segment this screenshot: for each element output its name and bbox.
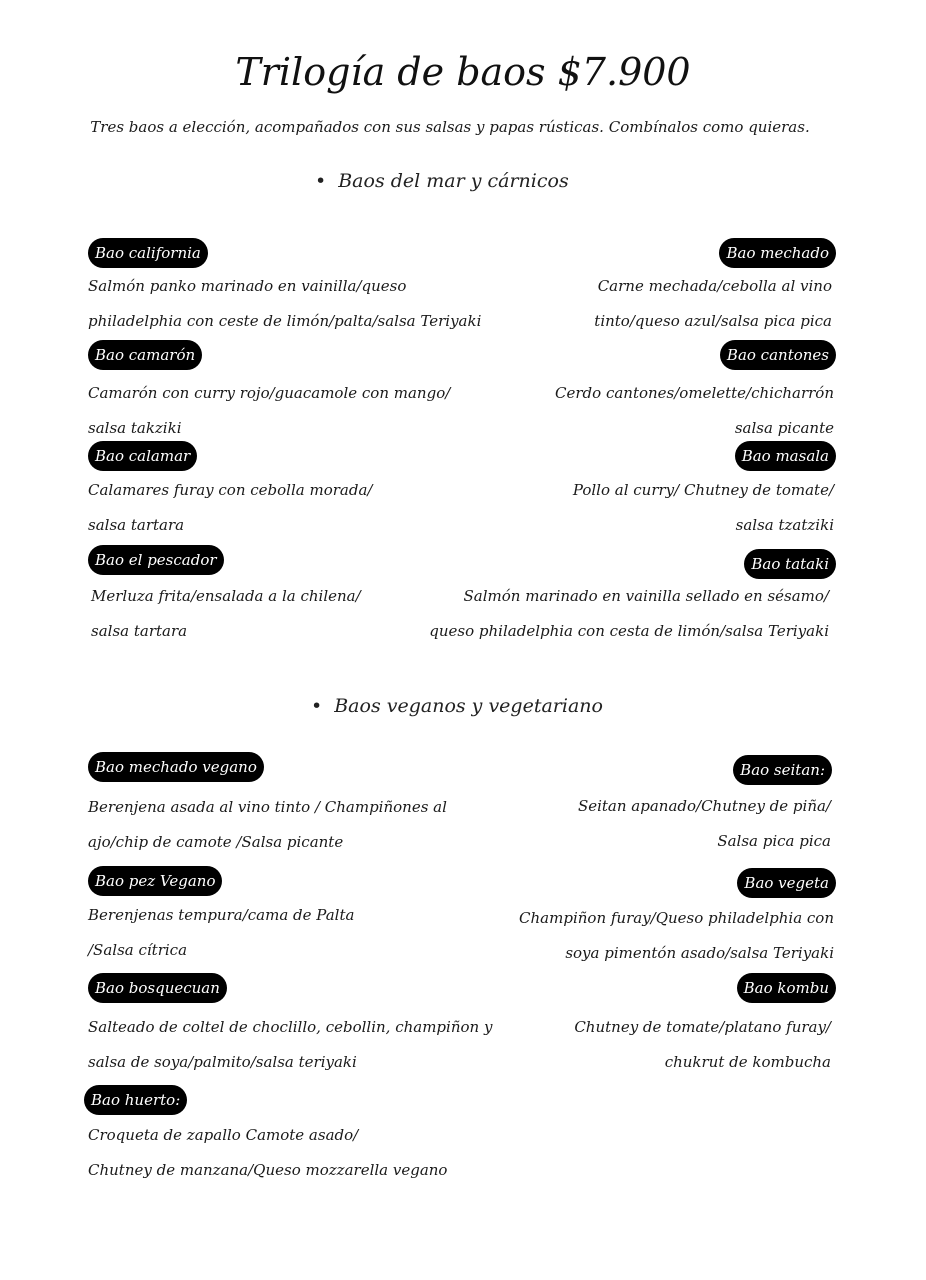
desc-line: Champiñon furay/Queso philadelphia con — [519, 909, 834, 927]
desc-line: /Salsa cítrica — [88, 941, 188, 959]
desc-line: Chutney de manzana/Queso mozzarella vegano — [88, 1161, 448, 1179]
desc-line: Pollo al curry/ Chutney de tomate/ — [572, 481, 834, 499]
item-desc-bao-tataki — [429, 579, 829, 649]
desc-line: Berenjena asada al vino tinto / Champiñones al — [88, 798, 447, 816]
item-name-bao-vegeta: Bao vegeta — [737, 868, 836, 898]
section-title: Baos veganos y vegetariano — [334, 695, 603, 717]
item-name-bao-bosquecuan: Bao bosquecuan — [88, 973, 227, 1003]
section-bullet: • — [311, 695, 323, 717]
item-desc-bao-cantones — [555, 376, 834, 446]
desc-line: Salmón panko marinado en vainilla/queso — [88, 277, 407, 295]
desc-line: salsa tartara — [88, 516, 185, 534]
item-name-bao-seitan: Bao seitan: — [733, 755, 832, 785]
item-name-bao-california: Bao california — [88, 238, 208, 268]
desc-line: queso philadelphia con cesta de limón/salsa Teriyaki — [429, 622, 829, 640]
item-name-bao-tataki: Bao tataki — [744, 549, 836, 579]
desc-line: Camarón con curry rojo/guacamole con mango/ — [88, 384, 451, 402]
item-name-bao-huerto: Bao huerto: — [84, 1085, 187, 1115]
item-name-bao-kombu: Bao kombu — [737, 973, 836, 1003]
desc-line: salsa picante — [734, 419, 834, 437]
item-desc-bao-masala — [573, 473, 834, 543]
section-heading-mar-carnicos — [315, 170, 569, 192]
desc-line: tinto/queso azul/salsa pica pica — [594, 312, 832, 330]
desc-line: Merluza frita/ensalada a la chilena/ — [91, 587, 361, 605]
desc-line: salsa tartara — [91, 622, 188, 640]
menu-title: Trilogía de baos $7.900 — [235, 50, 691, 94]
desc-line: salsa tzatziki — [735, 516, 834, 534]
item-name-bao-masala: Bao masala — [735, 441, 836, 471]
item-desc-bao-kombu — [574, 1010, 831, 1080]
item-desc-bao-bosquecuan — [88, 1010, 492, 1080]
item-name-bao-el-pescador: Bao el pescador — [88, 545, 224, 575]
desc-line: salsa de soya/palmito/salsa teriyaki — [88, 1053, 357, 1071]
section-title: Baos del mar y cárnicos — [338, 170, 569, 192]
item-desc-bao-mechado — [594, 269, 832, 339]
desc-line: Berenjenas tempura/cama de Palta — [88, 906, 355, 924]
desc-line: Seitan apanado/Chutney de piña/ — [577, 797, 831, 815]
section-bullet: • — [315, 170, 327, 192]
item-name-bao-mechado: Bao mechado — [719, 238, 836, 268]
desc-line: philadelphia con ceste de limón/palta/salsa Teriyaki — [88, 312, 482, 330]
item-desc-bao-seitan — [578, 789, 831, 859]
item-desc-bao-el-pescador — [91, 579, 361, 649]
desc-line: Chutney de tomate/platano furay/ — [574, 1018, 831, 1036]
item-desc-bao-huerto — [88, 1118, 447, 1188]
item-name-bao-camaron: Bao camarón — [88, 340, 202, 370]
desc-line: Carne mechada/cebolla al vino — [597, 277, 832, 295]
desc-line: salsa takziki — [88, 419, 182, 437]
desc-line: Salteado de coltel de choclillo, cebollin, champiñon y — [88, 1018, 493, 1036]
item-name-bao-pez-vegano: Bao pez Vegano — [88, 866, 222, 896]
desc-line: Salmón marinado en vainilla sellado en sésamo/ — [463, 587, 829, 605]
item-desc-bao-mechado-vegano — [88, 790, 447, 860]
desc-line: Cerdo cantones/omelette/chicharrón — [555, 384, 834, 402]
item-desc-bao-pez-vegano — [88, 898, 354, 968]
item-name-bao-calamar: Bao calamar — [88, 441, 197, 471]
desc-line: soya pimentón asado/salsa Teriyaki — [565, 944, 834, 962]
desc-line: Croqueta de zapallo Camote asado/ — [88, 1126, 359, 1144]
item-desc-bao-camaron — [88, 376, 450, 446]
item-desc-bao-vegeta — [519, 901, 834, 971]
item-desc-bao-california — [88, 269, 481, 339]
section-heading-veganos — [311, 695, 603, 717]
desc-line: chukrut de kombucha — [664, 1053, 831, 1071]
menu-subtitle: Tres baos a elección, acompañados con sus salsas y papas rústicas. Combínalos como quieras. — [90, 118, 810, 136]
item-name-bao-cantones: Bao cantones — [720, 340, 836, 370]
item-desc-bao-calamar — [88, 473, 372, 543]
desc-line: Salsa pica pica — [717, 832, 831, 850]
item-name-bao-mechado-vegano: Bao mechado vegano — [88, 752, 264, 782]
desc-line: Calamares furay con cebolla morada/ — [88, 481, 373, 499]
desc-line: ajo/chip de camote /Salsa picante — [88, 833, 344, 851]
